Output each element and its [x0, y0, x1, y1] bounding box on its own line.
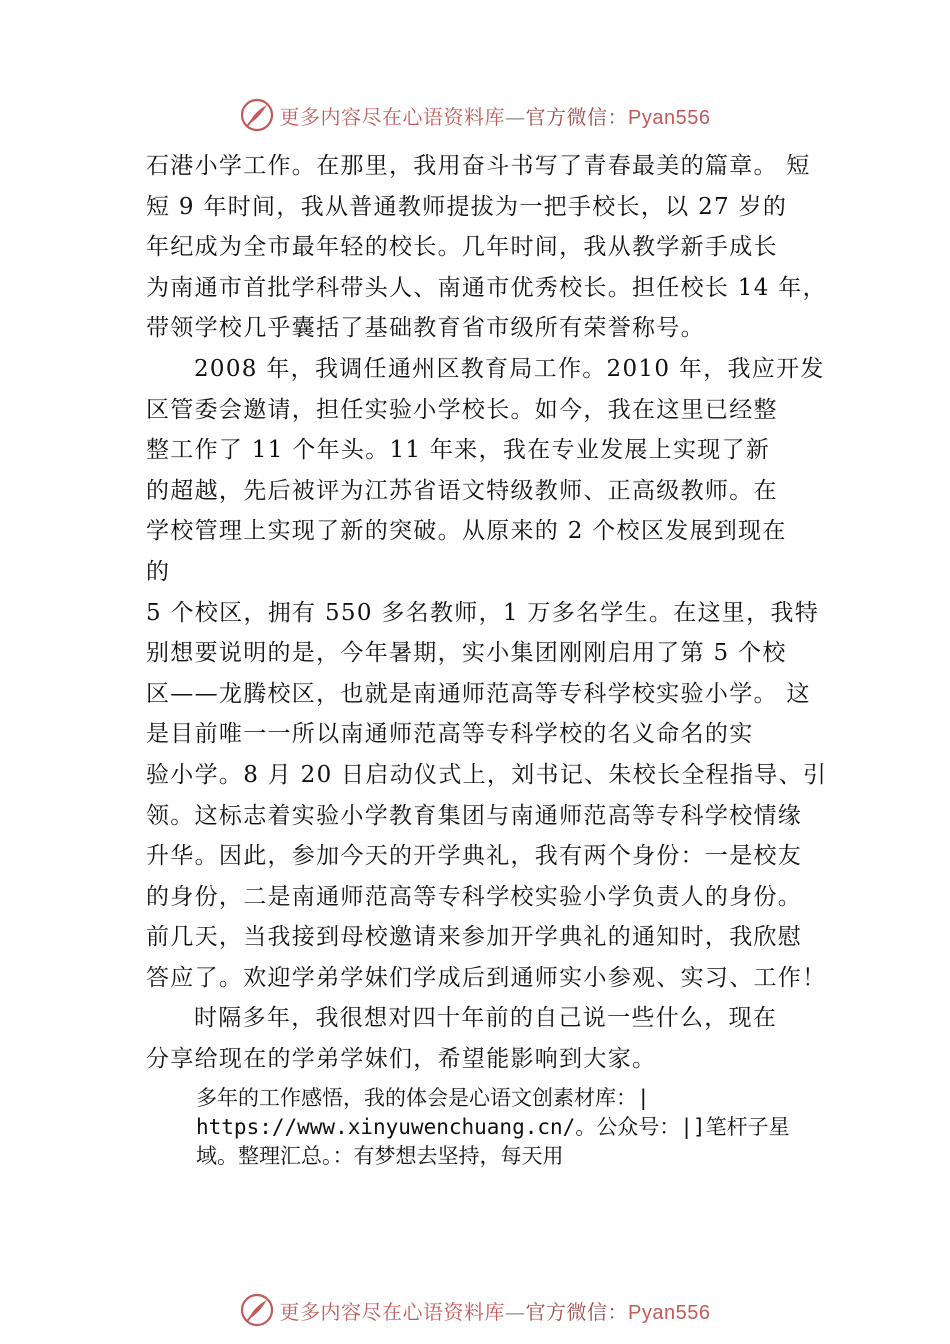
text-line: 区管委会邀请，担任实验小学校长。如今，我在这里已经整: [146, 396, 778, 423]
text-line: 分享给现在的学弟学妹们，希望能影响到大家。: [146, 1046, 657, 1073]
header-wechat-label: 官方微信：: [525, 104, 629, 129]
quill-logo-icon: [240, 98, 274, 132]
appendix-block: [196, 1084, 856, 1171]
text-line: 的超越，先后被评为江苏省语文特级教师、正高级教师。在: [146, 477, 778, 504]
text-line: 领。这标志着实验小学教育集团与南通师范高等专科学校情缘: [146, 802, 803, 829]
header-text: [280, 101, 711, 130]
text-line: 区——龙腾校区，也就是南通师范高等专科学校实验小学。 这: [146, 680, 811, 707]
text-line: 的: [146, 558, 171, 585]
text-line: 带领学校几乎囊括了基础教育省市级所有荣誉称号。: [146, 315, 705, 342]
header-separator: —: [505, 104, 526, 129]
document-body: [146, 146, 828, 1080]
footer-brand: 更多内容尽在心语资料库: [279, 1299, 506, 1324]
quill-logo-icon: [240, 1293, 274, 1327]
appendix-line: 域。整理汇总。：有梦想去坚持，每天用: [196, 1144, 564, 1168]
text-line: 验小学。8 月 20 日启动仪式上，刘书记、朱校长全程指导、引: [146, 761, 828, 788]
text-line: 石港小学工作。在那里，我用奋斗书写了青春最美的篇章。 短: [146, 153, 811, 179]
footer-banner: [0, 1290, 950, 1330]
footer-text: [280, 1296, 711, 1325]
footer-wechat-label: 官方微信：: [525, 1299, 629, 1324]
text-line: 5 个校区，拥有 550 多名教师，1 万多名学生。在这里，我特: [146, 599, 820, 626]
header-banner: [0, 95, 950, 135]
text-line: 前几天，当我接到母校邀请来参加开学典礼的通知时，我欣慰: [146, 924, 803, 951]
text-line: 升华。因此，参加今天的开学典礼，我有两个身份：一是校友: [146, 843, 803, 870]
text-line: 答应了。欢迎学弟学妹们学成后到通师实小参观、实习、工作！: [146, 964, 827, 991]
text-line: 年纪成为全市最年轻的校长。几年时间，我从教学新手成长: [146, 234, 778, 261]
text-line: 的身份，二是南通师范高等专科学校实验小学负责人的身份。: [146, 883, 803, 910]
header-brand: 更多内容尽在心语资料库: [279, 104, 506, 129]
footer-separator: —: [505, 1299, 526, 1324]
text-line: 整工作了 11 个年头。11 年来，我在专业发展上实现了新: [146, 437, 771, 464]
appendix-line: 多年的工作感悟，我的体会是心语文创素材库：|: [196, 1086, 650, 1110]
text-line: 时隔多年，我很想对四十年前的自己说一些什么，现在: [194, 1005, 778, 1032]
text-line: 短 9 年时间，我从普通教师提拔为一把手校长，以 27 岁的: [146, 193, 788, 220]
footer-wechat-id: Pyan556: [628, 1301, 711, 1324]
header-wechat-id: Pyan556: [628, 106, 711, 129]
text-line: 2008 年，我调任通州区教育局工作。2010 年，我应开发: [194, 355, 825, 382]
appendix-line: https://www.xinyuwenchuang.cn/。公众号：|]笔杆子星: [196, 1115, 790, 1139]
text-line: 学校管理上实现了新的突破。从原来的 2 个校区发展到现在: [146, 518, 787, 545]
text-line: 为南通市首批学科带头人、南通市优秀校长。担任校长 14 年，: [146, 274, 827, 301]
text-line: 是目前唯一一所以南通师范高等专科学校的名义命名的实: [146, 721, 754, 748]
text-line: 别想要说明的是，今年暑期，实小集团刚刚启用了第 5 个校: [146, 640, 787, 667]
